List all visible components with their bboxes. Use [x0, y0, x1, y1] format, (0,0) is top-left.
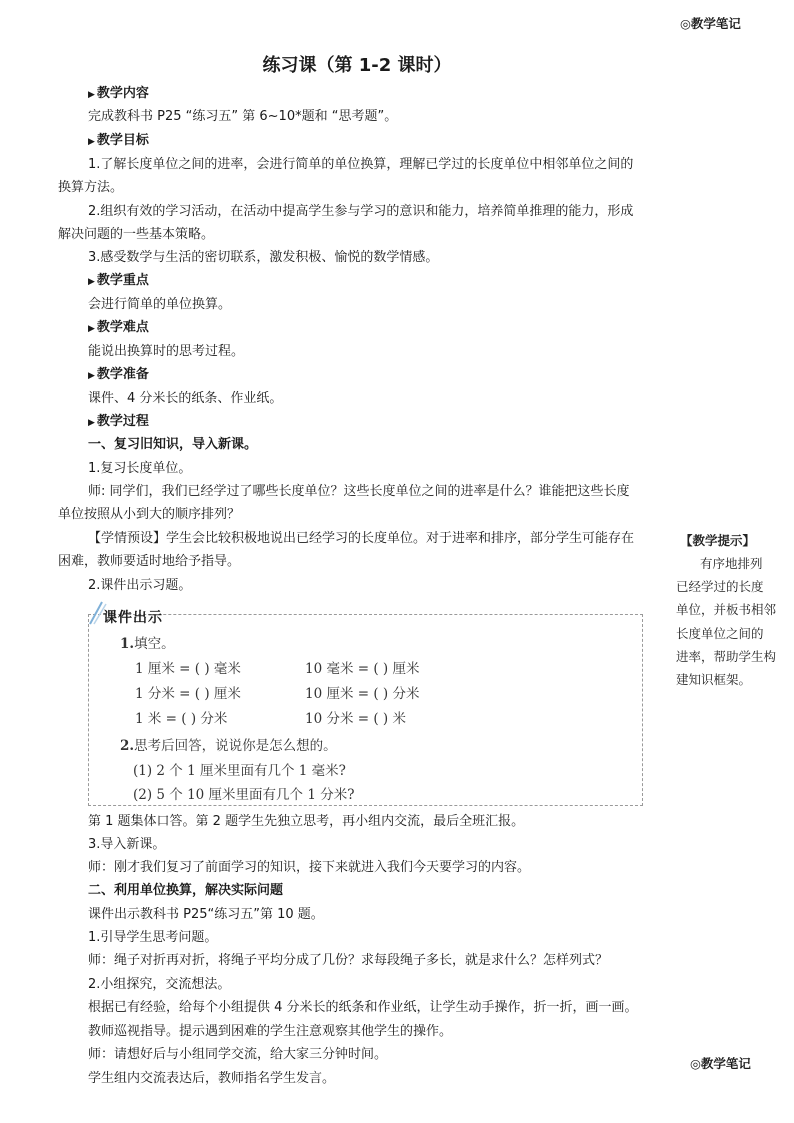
note-label-bottom: ◎教学笔记	[690, 1056, 751, 1071]
s1-predict-line-b: 困难，教师要适时地给予指导。	[58, 554, 241, 569]
fill-item: 10 毫米 = ( ) 厘米	[305, 661, 420, 677]
triangle-bullet-icon: ▶	[88, 371, 95, 381]
sidebar-line: 单位，并板书相邻	[676, 602, 777, 617]
s2-text-3: 学生组内交流表达后，教师指名学生发言。	[88, 1071, 336, 1086]
sidebar-line: 长度单位之间的	[676, 626, 764, 641]
s2-item-1: 1.引导学生思考问题。	[88, 930, 218, 945]
heading-content	[88, 86, 149, 103]
triangle-bullet-icon: ▶	[88, 324, 95, 334]
sidebar-title: 【教学提示】	[680, 533, 756, 548]
s2-intro: 课件出示教科书 P25“练习五”第 10 题。	[88, 907, 324, 922]
sidebar-line: 有序地排列	[700, 556, 763, 571]
triangle-bullet-icon: ▶	[88, 418, 95, 428]
difficulty-text: 能说出换算时的思考过程。	[88, 344, 245, 359]
heading-process	[88, 414, 149, 431]
s1-teacher-2: 师：刚才我们复习了前面学习的知识，接下来就进入我们今天要学习的内容。	[88, 860, 531, 875]
fill-item: 1 分米 = ( ) 厘米	[135, 686, 241, 702]
s2-text-1: 根据已有经验，给每个小组提供 4 分米长的纸条和作业纸，让学生动手操作，折一折，画一画。	[88, 1000, 638, 1015]
goal-2-line-b: 解决问题的一些基本策略。	[58, 227, 215, 242]
s2-item-2: 2.小组探究，交流想法。	[88, 977, 231, 992]
heading-content-label: 教学内容	[96, 86, 149, 101]
triangle-bullet-icon: ▶	[88, 90, 95, 100]
s2-teacher-1: 师：绳子对折再对折，将绳子平均分成了几份？求每段绳子多长，就是求什么？怎样列式？	[88, 953, 609, 968]
triangle-bullet-icon: ▶	[88, 137, 95, 147]
s1-item-3: 3.导入新课。	[88, 837, 166, 852]
s1-teacher-line-b: 单位按照从小到大的顺序排列？	[58, 507, 241, 522]
s1-item-2: 2.课件出示习题。	[88, 578, 192, 593]
after-box-text: 第 1 题集体口答。第 2 题学生先独立思考，再小组内交流，最后全班汇报。	[88, 814, 525, 829]
q2-title	[120, 734, 337, 754]
section-2-heading: 二、利用单位换算，解决实际问题	[88, 883, 284, 898]
q1-title-text: 填空。	[134, 636, 175, 652]
fill-item: 10 分米 = ( ) 米	[305, 711, 406, 727]
sidebar-line: 已经学过的长度	[676, 579, 764, 594]
heading-key-label: 教学重点	[96, 273, 149, 288]
heading-goals-label: 教学目标	[96, 133, 149, 148]
key-text: 会进行简单的单位换算。	[88, 297, 232, 312]
q1-title	[120, 632, 175, 652]
heading-prep	[88, 367, 149, 384]
section-1-heading: 一、复习旧知识，导入新课。	[88, 437, 258, 452]
sidebar-line: 建知识框架。	[676, 672, 752, 687]
prep-text: 课件、4 分米长的纸条、作业纸。	[88, 391, 283, 406]
s1-teacher-line-a: 师: 同学们，我们已经学过了哪些长度单位？这些长度单位之间的进率是什么？谁能把这些长度	[88, 484, 630, 499]
s2-teacher-2: 师：请想好后与小组同学交流，给大家三分钟时间。	[88, 1047, 388, 1062]
goal-1-line-a: 1.了解长度单位之间的进率，会进行简单的单位换算，理解已学过的长度单位中相邻单位之间的	[88, 157, 634, 172]
goal-2-line-a: 2.组织有效的学习活动，在活动中提高学生参与学习的意识和能力，培养简单推理的能力，形成	[88, 204, 634, 219]
note-label-top: ◎教学笔记	[680, 16, 741, 31]
heading-difficulty-label: 教学难点	[96, 320, 149, 335]
content-text: 完成教科书 P25 “练习五” 第 6~10*题和 “思考题”。	[88, 109, 398, 124]
heading-process-label: 教学过程	[96, 414, 149, 429]
heading-key	[88, 273, 149, 290]
sidebar-line: 进率，帮助学生构	[676, 649, 777, 664]
heading-difficulty	[88, 320, 149, 337]
triangle-bullet-icon: ▶	[88, 277, 95, 287]
goal-1-line-b: 换算方法。	[58, 180, 124, 195]
courseware-header: 课件出示	[103, 610, 163, 626]
s1-item-1: 1.复习长度单位。	[88, 461, 192, 476]
q1-number: 1.	[120, 636, 135, 652]
q2-sub-1: (1) 2 个 1 厘米里面有几个 1 毫米?	[133, 763, 346, 779]
fill-item: 1 米 = ( ) 分米	[135, 711, 228, 727]
s1-predict-line-a: 【学情预设】学生会比较积极地说出已经学习的长度单位。对于进率和排序，部分学生可能存在	[88, 531, 635, 546]
goal-3: 3.感受数学与生活的密切联系，激发积极、愉悦的数学情感。	[88, 250, 439, 265]
q2-number: 2.	[120, 738, 135, 754]
q2-title-text: 思考后回答，说说你是怎么想的。	[134, 738, 337, 754]
fill-item: 10 厘米 = ( ) 分米	[305, 686, 420, 702]
heading-prep-label: 教学准备	[96, 367, 149, 382]
heading-goals	[88, 133, 149, 150]
page-title: 练习课（第 1-2 课时）	[262, 55, 452, 76]
q2-sub-2: (2) 5 个 10 厘米里面有几个 1 分米?	[133, 787, 355, 803]
s2-text-2: 教师巡视指导。提示遇到困难的学生注意观察其他学生的操作。	[88, 1024, 453, 1039]
fill-item: 1 厘米 = ( ) 毫米	[135, 661, 241, 677]
